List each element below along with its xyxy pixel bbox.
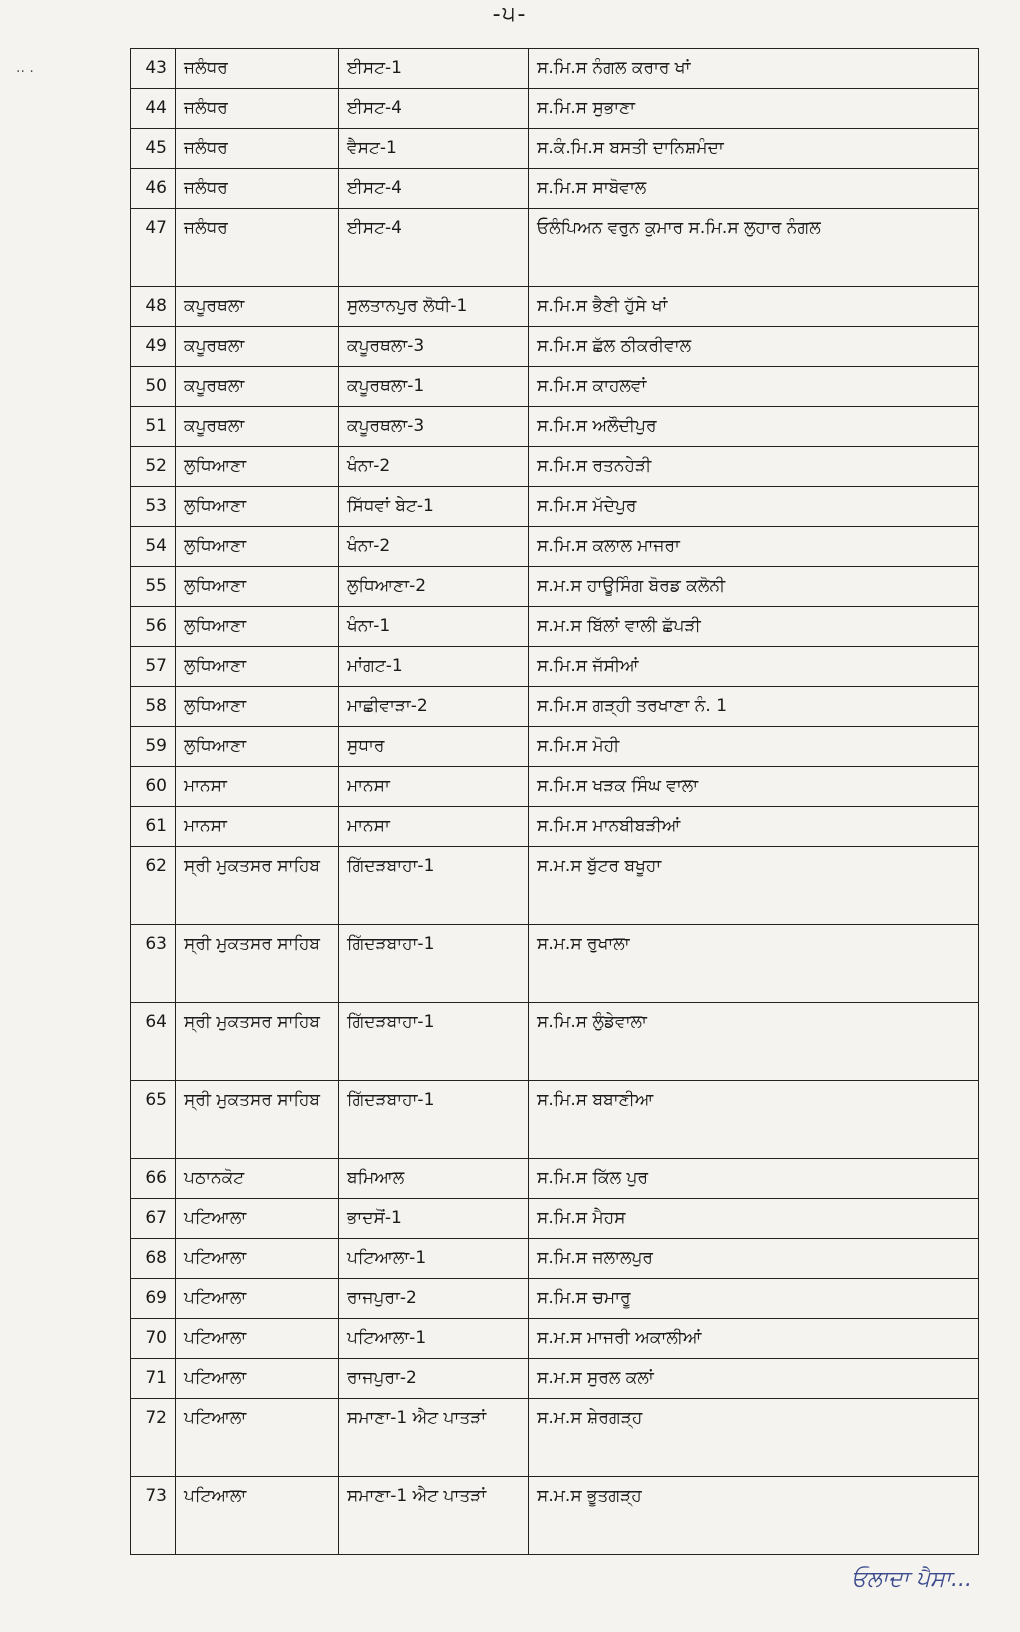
- district-cell: ਜਲੰਧਰ: [176, 209, 339, 287]
- table-row: [131, 1279, 979, 1319]
- row-number-cell: 51: [131, 407, 176, 447]
- row-number-cell: 61: [131, 807, 176, 847]
- row-number-cell: 48: [131, 287, 176, 327]
- margin-marks: ·· ·: [16, 64, 34, 80]
- school-list-table: [130, 48, 979, 1555]
- table-row: [131, 367, 979, 407]
- school-name-cell: ਸ.ਮਿ.ਸ ਭੈਣੀ ਹੁੱਸੇ ਖਾਂ: [529, 287, 979, 327]
- district-cell: ਲੁਧਿਆਣਾ: [176, 647, 339, 687]
- school-name-cell: ਸ.ਮ.ਸ ਹਾਊਸਿੰਗ ਬੋਰਡ ਕਲੋਨੀ: [529, 567, 979, 607]
- row-number-cell: 43: [131, 49, 176, 89]
- district-cell: ਪਟਿਆਲਾ: [176, 1239, 339, 1279]
- row-number-cell: 73: [131, 1477, 176, 1555]
- school-name-cell: ਸ.ਮਿ.ਸ ਮੋਹੀ: [529, 727, 979, 767]
- table-row: [131, 1319, 979, 1359]
- school-name-cell: ਸ.ਮ.ਸ ਮਾਜਰੀ ਅਕਾਲੀਆਂ: [529, 1319, 979, 1359]
- table-row: [131, 447, 979, 487]
- district-cell: ਸ੍ਰੀ ਮੁਕਤਸਰ ਸਾਹਿਬ: [176, 1003, 339, 1081]
- table-row: [131, 129, 979, 169]
- row-number-cell: 44: [131, 89, 176, 129]
- district-cell: ਪਠਾਨਕੋਟ: [176, 1159, 339, 1199]
- row-number-cell: 67: [131, 1199, 176, 1239]
- row-number-cell: 72: [131, 1399, 176, 1477]
- row-number-cell: 47: [131, 209, 176, 287]
- school-name-cell: ਸ.ਮਿ.ਸ ਮਾਨਬੀਬੜੀਆਂ: [529, 807, 979, 847]
- block-cell: ਮਾਨਸਾ: [339, 807, 529, 847]
- block-cell: ਪਟਿਆਲਾ-1: [339, 1239, 529, 1279]
- block-cell: ਸਿੱਧਵਾਂ ਬੇਟ-1: [339, 487, 529, 527]
- block-cell: ਸਮਾਣਾ-1 ਐਟ ਪਾਤੜਾਂ: [339, 1399, 529, 1477]
- table-row: [131, 169, 979, 209]
- row-number-cell: 52: [131, 447, 176, 487]
- block-cell: ਗਿੱਦੜਬਾਹਾ-1: [339, 847, 529, 925]
- row-number-cell: 63: [131, 925, 176, 1003]
- block-cell: ਪਟਿਆਲਾ-1: [339, 1319, 529, 1359]
- district-cell: ਪਟਿਆਲਾ: [176, 1199, 339, 1239]
- block-cell: ਰਾਜਪੁਰਾ-2: [339, 1279, 529, 1319]
- district-cell: ਕਪੂਰਥਲਾ: [176, 327, 339, 367]
- row-number-cell: 50: [131, 367, 176, 407]
- school-name-cell: ਸ.ਮਿ.ਸ ਚਮਾਰੂ: [529, 1279, 979, 1319]
- table-row: [131, 687, 979, 727]
- school-name-cell: ਸ.ਮਿ.ਸ ਲੁੰਡੇਵਾਲਾ: [529, 1003, 979, 1081]
- table-row: [131, 209, 979, 287]
- row-number-cell: 54: [131, 527, 176, 567]
- block-cell: ਸਮਾਣਾ-1 ਐਟ ਪਾਤੜਾਂ: [339, 1477, 529, 1555]
- row-number-cell: 46: [131, 169, 176, 209]
- table-row: [131, 567, 979, 607]
- school-name-cell: ਸ.ਮਿ.ਸ ਕਲਾਲ ਮਾਜਰਾ: [529, 527, 979, 567]
- table-row: [131, 1003, 979, 1081]
- row-number-cell: 69: [131, 1279, 176, 1319]
- block-cell: ਬਮਿਆਲ: [339, 1159, 529, 1199]
- row-number-cell: 70: [131, 1319, 176, 1359]
- block-cell: ਮਾਛੀਵਾੜਾ-2: [339, 687, 529, 727]
- district-cell: ਜਲੰਧਰ: [176, 129, 339, 169]
- block-cell: ਗਿੱਦੜਬਾਹਾ-1: [339, 925, 529, 1003]
- block-cell: ਸੁਧਾਰ: [339, 727, 529, 767]
- block-cell: ਕਪੂਰਥਲਾ-3: [339, 407, 529, 447]
- district-cell: ਸ੍ਰੀ ਮੁਕਤਸਰ ਸਾਹਿਬ: [176, 1081, 339, 1159]
- school-name-cell: ਸ.ਮਿ.ਸ ਮੈਹਸ: [529, 1199, 979, 1239]
- block-cell: ਰਾਜਪੁਰਾ-2: [339, 1359, 529, 1399]
- district-cell: ਪਟਿਆਲਾ: [176, 1359, 339, 1399]
- block-cell: ਸੁਲਤਾਨਪੁਰ ਲੋਧੀ-1: [339, 287, 529, 327]
- block-cell: ਗਿੱਦੜਬਾਹਾ-1: [339, 1003, 529, 1081]
- district-cell: ਲੁਧਿਆਣਾ: [176, 527, 339, 567]
- school-name-cell: ਸ.ਮਿ.ਸ ਮੱਦੇਪੁਰ: [529, 487, 979, 527]
- table-row: [131, 807, 979, 847]
- school-name-cell: ਸ.ਮਿ.ਸ ਬਬਾਣੀਆ: [529, 1081, 979, 1159]
- block-cell: ਖੰਨਾ-2: [339, 447, 529, 487]
- district-cell: ਜਲੰਧਰ: [176, 169, 339, 209]
- district-cell: ਸ੍ਰੀ ਮੁਕਤਸਰ ਸਾਹਿਬ: [176, 847, 339, 925]
- table-row: [131, 925, 979, 1003]
- page-number: -੫-: [492, 2, 528, 27]
- block-cell: ਲੁਧਿਆਣਾ-2: [339, 567, 529, 607]
- table-row: [131, 1477, 979, 1555]
- block-cell: ਕਪੂਰਥਲਾ-3: [339, 327, 529, 367]
- district-cell: ਲੁਧਿਆਣਾ: [176, 487, 339, 527]
- block-cell: ਵੈਸਟ-1: [339, 129, 529, 169]
- school-name-cell: ਸ.ਮ.ਸ ਭੂਤਗੜ੍ਹ: [529, 1477, 979, 1555]
- district-cell: ਮਾਨਸਾ: [176, 807, 339, 847]
- district-cell: ਕਪੂਰਥਲਾ: [176, 367, 339, 407]
- district-cell: ਲੁਧਿਆਣਾ: [176, 607, 339, 647]
- district-cell: ਕਪੂਰਥਲਾ: [176, 287, 339, 327]
- school-name-cell: ਸ.ਮ.ਸ ਸੁਰਲ ਕਲਾਂ: [529, 1359, 979, 1399]
- school-name-cell: ਸ.ਮਿ.ਸ ਕਾਹਲਵਾਂ: [529, 367, 979, 407]
- row-number-cell: 66: [131, 1159, 176, 1199]
- table-row: [131, 1159, 979, 1199]
- table-row: [131, 727, 979, 767]
- row-number-cell: 49: [131, 327, 176, 367]
- school-name-cell: ਸ.ਮਿ.ਸ ਅਲੌਦੀਪੁਰ: [529, 407, 979, 447]
- school-name-cell: ਸ.ਮਿ.ਸ ਕਿੱਲ ਪੁਰ: [529, 1159, 979, 1199]
- district-cell: ਕਪੂਰਥਲਾ: [176, 407, 339, 447]
- table-row: [131, 1199, 979, 1239]
- row-number-cell: 57: [131, 647, 176, 687]
- block-cell: ਈਸਟ-4: [339, 209, 529, 287]
- table-row: [131, 1399, 979, 1477]
- school-name-cell: ਸ.ਮ.ਸ ਸ਼ੇਰਗੜ੍ਹ: [529, 1399, 979, 1477]
- row-number-cell: 71: [131, 1359, 176, 1399]
- row-number-cell: 45: [131, 129, 176, 169]
- row-number-cell: 62: [131, 847, 176, 925]
- table-row: [131, 89, 979, 129]
- row-number-cell: 65: [131, 1081, 176, 1159]
- table-row: [131, 327, 979, 367]
- table-row: [131, 767, 979, 807]
- block-cell: ਕਪੂਰਥਲਾ-1: [339, 367, 529, 407]
- school-name-cell: ਸ.ਮ.ਸ ਬੁੱਟਰ ਬਖੂਹਾ: [529, 847, 979, 925]
- table-row: [131, 847, 979, 925]
- block-cell: ਖੰਨਾ-1: [339, 607, 529, 647]
- school-name-cell: ਸ.ਮਿ.ਸ ਨੰਗਲ ਕਰਾਰ ਖਾਂ: [529, 49, 979, 89]
- row-number-cell: 64: [131, 1003, 176, 1081]
- block-cell: ਈਸਟ-4: [339, 169, 529, 209]
- block-cell: ਖੰਨਾ-2: [339, 527, 529, 567]
- district-cell: ਲੁਧਿਆਣਾ: [176, 567, 339, 607]
- district-cell: ਲੁਧਿਆਣਾ: [176, 727, 339, 767]
- table-row: [131, 607, 979, 647]
- district-cell: ਪਟਿਆਲਾ: [176, 1477, 339, 1555]
- signature: ਓਲਾਦਾ ਪੈਸਾ...: [851, 1567, 972, 1592]
- block-cell: ਗਿੱਦੜਬਾਹਾ-1: [339, 1081, 529, 1159]
- school-name-cell: ਓਲੰਪਿਅਨ ਵਰੁਨ ਕੁਮਾਰ ਸ.ਮਿ.ਸ ਲੁਹਾਰ ਨੰਗਲ: [529, 209, 979, 287]
- district-cell: ਪਟਿਆਲਾ: [176, 1319, 339, 1359]
- block-cell: ਈਸਟ-4: [339, 89, 529, 129]
- table-row: [131, 49, 979, 89]
- table-row: [131, 487, 979, 527]
- block-cell: ਮਾਨਸਾ: [339, 767, 529, 807]
- district-cell: ਪਟਿਆਲਾ: [176, 1399, 339, 1477]
- school-name-cell: ਸ.ਮਿ.ਸ ਸੁਭਾਣਾ: [529, 89, 979, 129]
- row-number-cell: 55: [131, 567, 176, 607]
- table-row: [131, 527, 979, 567]
- block-cell: ਭਾਦਸੋਂ-1: [339, 1199, 529, 1239]
- table-row: [131, 1359, 979, 1399]
- school-name-cell: ਸ.ਮਿ.ਸ ਜੱਸੀਆਂ: [529, 647, 979, 687]
- row-number-cell: 59: [131, 727, 176, 767]
- district-cell: ਪਟਿਆਲਾ: [176, 1279, 339, 1319]
- row-number-cell: 56: [131, 607, 176, 647]
- block-cell: ਮਾਂਗਟ-1: [339, 647, 529, 687]
- table-row: [131, 407, 979, 447]
- school-name-cell: ਸ.ਮਿ.ਸ ਰਤਨਹੇੜੀ: [529, 447, 979, 487]
- school-name-cell: ਸ.ਮਿ.ਸ ਜਲਾਲਪੁਰ: [529, 1239, 979, 1279]
- school-name-cell: ਸ.ਮਿ.ਸ ਖੜਕ ਸਿੰਘ ਵਾਲਾ: [529, 767, 979, 807]
- school-name-cell: ਸ.ਮ.ਸ ਰੁਖਾਲਾ: [529, 925, 979, 1003]
- row-number-cell: 60: [131, 767, 176, 807]
- school-name-cell: ਸ.ਮਿ.ਸ ਸਾਬੋਵਾਲ: [529, 169, 979, 209]
- school-name-cell: ਸ.ਮ.ਸ ਬਿੱਲਾਂ ਵਾਲੀ ਛੱਪੜੀ: [529, 607, 979, 647]
- district-cell: ਜਲੰਧਰ: [176, 49, 339, 89]
- table-row: [131, 647, 979, 687]
- district-cell: ਲੁਧਿਆਣਾ: [176, 447, 339, 487]
- table-row: [131, 1239, 979, 1279]
- school-name-cell: ਸ.ਕੰ.ਮਿ.ਸ ਬਸਤੀ ਦਾਨਿਸ਼ਮੰਦਾ: [529, 129, 979, 169]
- row-number-cell: 58: [131, 687, 176, 727]
- district-cell: ਲੁਧਿਆਣਾ: [176, 687, 339, 727]
- table-row: [131, 1081, 979, 1159]
- school-name-cell: ਸ.ਮਿ.ਸ ਛੱਲ ਠੀਕਰੀਵਾਲ: [529, 327, 979, 367]
- school-name-cell: ਸ.ਮਿ.ਸ ਗੜ੍ਹੀ ਤਰਖਾਣਾ ਨੰ. 1: [529, 687, 979, 727]
- district-cell: ਜਲੰਧਰ: [176, 89, 339, 129]
- district-cell: ਸ੍ਰੀ ਮੁਕਤਸਰ ਸਾਹਿਬ: [176, 925, 339, 1003]
- table-row: [131, 287, 979, 327]
- district-cell: ਮਾਨਸਾ: [176, 767, 339, 807]
- row-number-cell: 53: [131, 487, 176, 527]
- row-number-cell: 68: [131, 1239, 176, 1279]
- block-cell: ਈਸਟ-1: [339, 49, 529, 89]
